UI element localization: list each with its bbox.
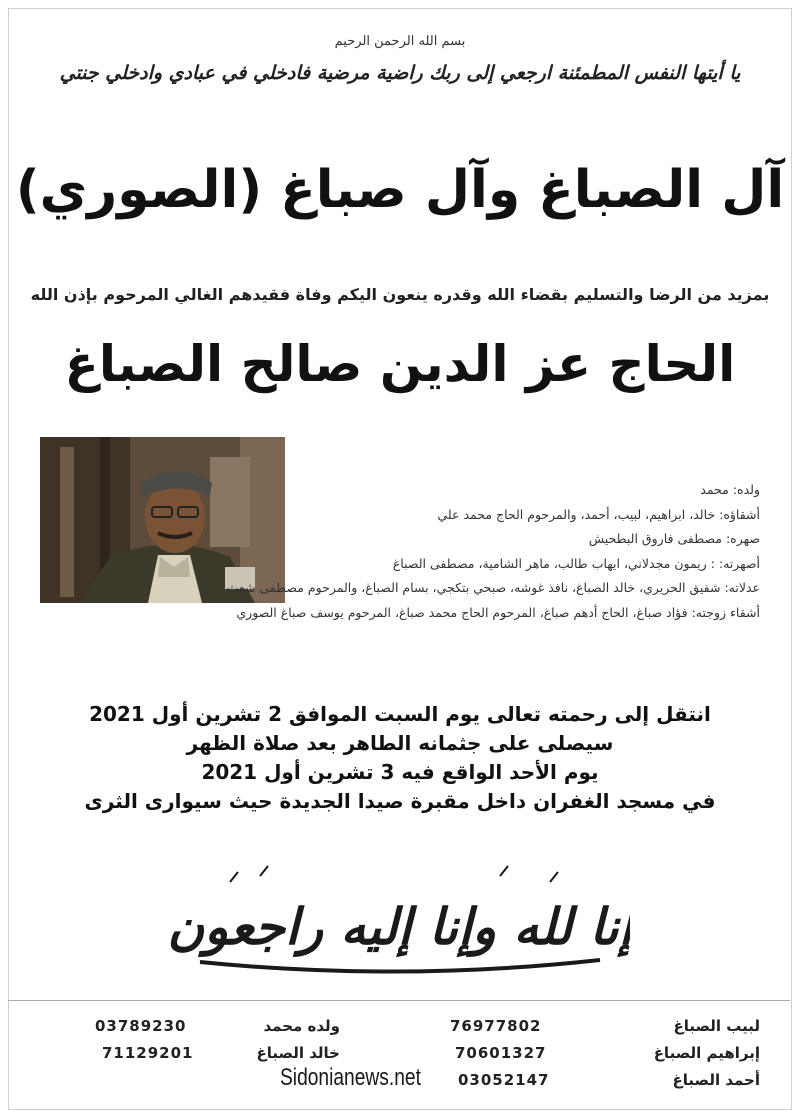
- contact-name: إبراهيم الصباغ: [653, 1044, 760, 1062]
- announcement-line: في مسجد الغفران داخل مقبرة صيدا الجديدة حيث سيوارى الثرى: [84, 789, 716, 813]
- quran-verse: يا أيتها النفس المطمئنة ارجعي إلى ربك راضية مرضية فادخلي في عبادي وادخلي جنتي: [59, 62, 741, 84]
- announcement-line: يوم الأحد الواقع فيه 3 تشرين أول 2021: [201, 760, 599, 784]
- contact-number: 03052147: [458, 1071, 550, 1089]
- relative-line: أصهرته: : ريمون مجدلاني، ايهاب طالب، ماهر الشامية، مصطفى الصباغ: [392, 555, 760, 571]
- contact-number: 70601327: [455, 1044, 547, 1062]
- relative-line: عدلاته: شفيق الحريري، خالد الصباغ، نافذ غوشه، صبحي بتكجي، بسام الصباغ، والمرحوم مصطفى شعث: [226, 580, 760, 595]
- relative-line: صهره: مصطفى فاروق البطحيش: [588, 531, 760, 546]
- relative-line: ولده: محمد: [700, 482, 760, 497]
- announcement-line: انتقل إلى رحمته تعالى يوم السبت الموافق 2 تشرين أول 2021: [89, 702, 711, 726]
- contact-name: أحمد الصباغ: [672, 1071, 760, 1089]
- contact-name: ولده محمد: [263, 1017, 340, 1035]
- footer-divider: [8, 1000, 790, 1001]
- intro-text: بمزيد من الرضا والتسليم بقضاء الله وقدره ينعون اليكم وفاة فقيدهم الغالي المرحوم بإذن الله: [30, 285, 770, 304]
- contact-name: خالد الصباغ: [256, 1044, 340, 1062]
- contact-number: 71129201: [102, 1044, 194, 1062]
- site-watermark: Sidonianews.net: [280, 1064, 421, 1091]
- deceased-name: الحاج عز الدين صالح الصباغ: [64, 335, 736, 393]
- relatives-list: [226, 478, 760, 625]
- bismillah-text: بسم الله الرحمن الرحيم: [334, 34, 466, 49]
- calligraphy-text: إنا لله وإنا إليه راجعون: [170, 897, 630, 956]
- family-title: آل الصباغ وآل صباغ (الصوري): [15, 160, 785, 220]
- contact-name: لبيب الصباغ: [673, 1017, 760, 1035]
- calligraphy-verse: [170, 852, 630, 982]
- calligraphy-art: [170, 852, 630, 982]
- contact-number: 03789230: [95, 1017, 187, 1035]
- relative-line: أشقاؤه: خالد، ابراهيم، لبيب، أحمد، والمرحوم الحاج محمد علي: [437, 506, 760, 522]
- relative-line: أشقاء زوجته: فؤاد صباغ، الحاج أدهم صباغ، المرحوم الحاج محمد صباغ، المرحوم يوسف صباغ الصوري: [236, 604, 760, 620]
- funeral-announcement: [30, 700, 770, 816]
- contact-number: 76977802: [450, 1017, 542, 1035]
- announcement-line: سيصلى على جثمانه الطاهر بعد صلاة الظهر: [186, 731, 614, 755]
